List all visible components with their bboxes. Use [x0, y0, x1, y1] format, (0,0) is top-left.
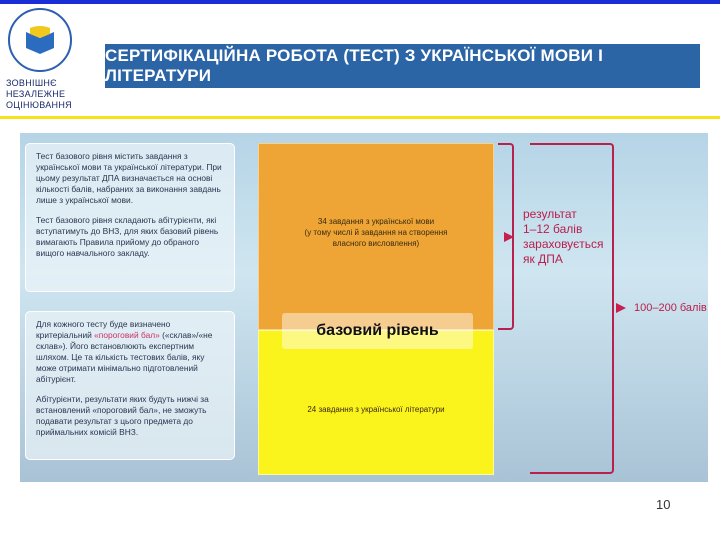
threshold-highlight: «пороговий бал»	[94, 330, 160, 340]
language-tasks-text: 34 завдання з української мови (у тому числі й завдання на створення власного висловлення)	[304, 217, 448, 248]
org-line: ОЦІНЮВАННЯ	[6, 100, 72, 110]
info-box-base-level	[25, 143, 235, 292]
arrow-icon	[504, 232, 514, 242]
info-box-threshold	[25, 311, 235, 460]
infographic	[20, 133, 708, 482]
language-tasks-block	[258, 143, 494, 330]
info-text: Абітурієнти, результати яких будуть нижчі за встановлений «пороговий бал», не зможуть подавати результат з цього предмета до приймальних комісій ВНЗ.	[36, 394, 209, 437]
score-scale-text: 100–200 балів	[634, 302, 707, 314]
info-text: Для кожного тесту буде визначено критеріальний «пороговий бал» («склав»/«не склав»). Його встановлюють експертним шляхом. Це та кількість тестових балів, яку може отримати мінімально підготовлений абітурієнт.	[36, 319, 213, 384]
info-text: Тест базового рівня містить завдання з української мови та української літератури. При цьому результат ДПА визначається на основі кількості балів, набраних за виконання завдань лише з української мови.	[36, 151, 222, 205]
org-line: ЗОВНІШНЄ	[6, 78, 57, 88]
literature-tasks-block	[258, 330, 494, 475]
dpa-result-text: результат 1–12 балів зараховується як ДПА	[523, 207, 604, 266]
ucoyo-logo	[8, 8, 72, 72]
base-level-label: базовий рівень	[282, 313, 473, 349]
divider	[0, 116, 720, 119]
total-bracket	[530, 143, 614, 474]
arrow-icon	[616, 303, 626, 313]
slide-title: СЕРТИФІКАЦІЙНА РОБОТА (ТЕСТ) З УКРАЇНСЬКОЇ МОВИ І ЛІТЕРАТУРИ	[105, 44, 700, 88]
org-line: НЕЗАЛЕЖНЕ	[6, 89, 66, 99]
literature-tasks-text: 24 завдання з української літератури	[307, 405, 445, 414]
info-text: Тест базового рівня складають абітурієнти, які вступатимуть до ВНЗ, для яких базовий рівень вимагають Правила прийому до обраного вищого навчального закладу.	[36, 215, 219, 258]
org-name	[6, 78, 72, 111]
top-bar	[0, 0, 720, 4]
page-number: 10	[656, 497, 671, 512]
